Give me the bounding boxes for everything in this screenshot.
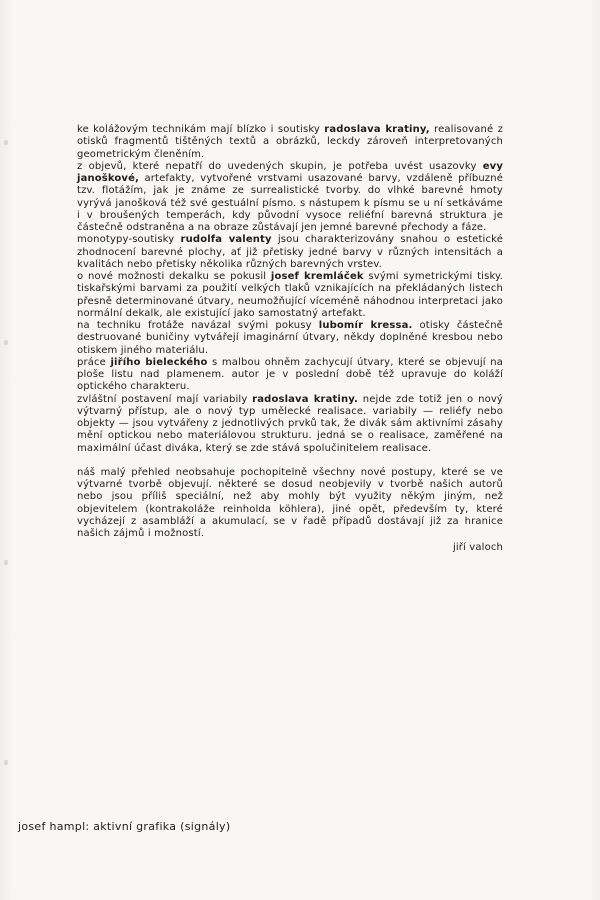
text-run: s malbou ohněm zachycují útvary, které se objevují na ploše listu nad plamenem. autor je v poslední době též upravuje do koláží optického charakteru. (77, 356, 503, 393)
paragraph-kratina-variabily (77, 394, 503, 455)
paragraph-conclusion (77, 467, 503, 541)
paragraph-kratina-soutisky (77, 124, 503, 161)
binding-hole (4, 140, 8, 145)
text-run: ke kolážovým technikám mají blízko i soutisky (77, 124, 325, 135)
artist-name: lubomír kressa. (318, 320, 413, 331)
paragraph-bielecky (77, 357, 503, 394)
paragraph-janoskova (77, 161, 503, 235)
text-run: realisované z otisků fragmentů tištěných textů a obrázků, leckdy zároveň interpretovaných geometrickým členěním. (77, 124, 503, 160)
article-body (77, 124, 503, 555)
artist-name: jiřího bieleckého (110, 356, 208, 368)
text-run: artefakty, vytvořené vrstvami usazované barvy, vzdáleně příbuzné tzv. flotážím, jak je známe ze surrealistické tvorby. do vlhké barevné hmoty vyrývá janošková též své gestuální písmo. s nástupem k písmu se u ní setkáváme i v broušených temperách, kdy původní vysoce reliéfní barevná struktura je částečně odstraněna a na obraze zůstávají jen jemné barevné přechody a fáze. (77, 173, 503, 233)
text-run: náš malý přehled neobsahuje pochopitelně všechny nové postupy, které se ve výtvarné tvorbě objevují. některé se dosud neobjevily v tvorbě našich autorů nebo jsou příliš speciální, než aby mohly být využity někým jiným, než objevitelem (kontrakoláže reinholda köhlera), jiné opět, především ty, které vycházejí z asambláží a akumulací, se v řadě případů dostávají již za hranice našich zájmů i možností. (77, 466, 503, 539)
image-caption: josef hampl: aktivní grafika (signály) (18, 820, 231, 833)
paragraph-kressa (77, 320, 503, 357)
paragraph-kremlacek (77, 271, 503, 320)
paragraph-valenta (77, 234, 503, 271)
text-run: jsou charakterizovány snahou o estetické zhodnocení barevné plochy, ať již přetisky jedné barvy v různých intensitách a kvalitách nebo přetisky několika různých barevných vrstev. (77, 234, 504, 270)
artist-name: radoslava kratiny, (324, 124, 430, 135)
text-run: svými symetrickými tisky. tiskařskými barvami za použití velkých tlaků vznikajících na překládaných listech přesně determinované útvary, neumožňující víceméně náhodnou interpretaci jako normální dekalk, ale existující jako samostatný artefakt. (77, 271, 504, 319)
binding-hole (4, 560, 8, 565)
author-signature: jiří valoch (452, 542, 503, 554)
binding-hole (4, 760, 8, 765)
text-run: o nové možnosti dekalku se pokusil (77, 271, 271, 282)
text-run: zvláštní postavení mají variabily (77, 393, 253, 405)
text-run: nejde zde totiž jen o nový výtvarný přístup, ale o nový typ umělecké realisace. variabily — reliéfy nebo objekty — jsou vytvářeny z jednotlivých prvků tak, že divák sám aktivními zásahy mění optickou nebo materiálovou strukturu. jedná se o realisace, zaměřené na maximální účast diváka, který se zde stává spolučinitelem realisace. (77, 393, 503, 454)
text-run: monotypy-soutisky (77, 234, 181, 246)
artist-name: josef kremláček (270, 271, 364, 282)
text-run: z objevů, které nepatří do uvedených skupin, je potřeba uvést usazovky (77, 160, 483, 172)
text-run: otisky částečně destruované buničiny vytvářejí imaginární útvary, někdy doplněné kresbou nebo otiskem jiného materiálu. (77, 320, 503, 356)
artist-name: radoslava kratiny. (252, 393, 358, 405)
text-run: práce (77, 356, 111, 368)
artist-name: evy janoškové, (77, 160, 503, 184)
binding-hole (4, 340, 8, 345)
artist-name: rudolfa valenty (180, 234, 272, 246)
text-run: na techniku frotáže navázal svými pokusy (77, 320, 319, 331)
